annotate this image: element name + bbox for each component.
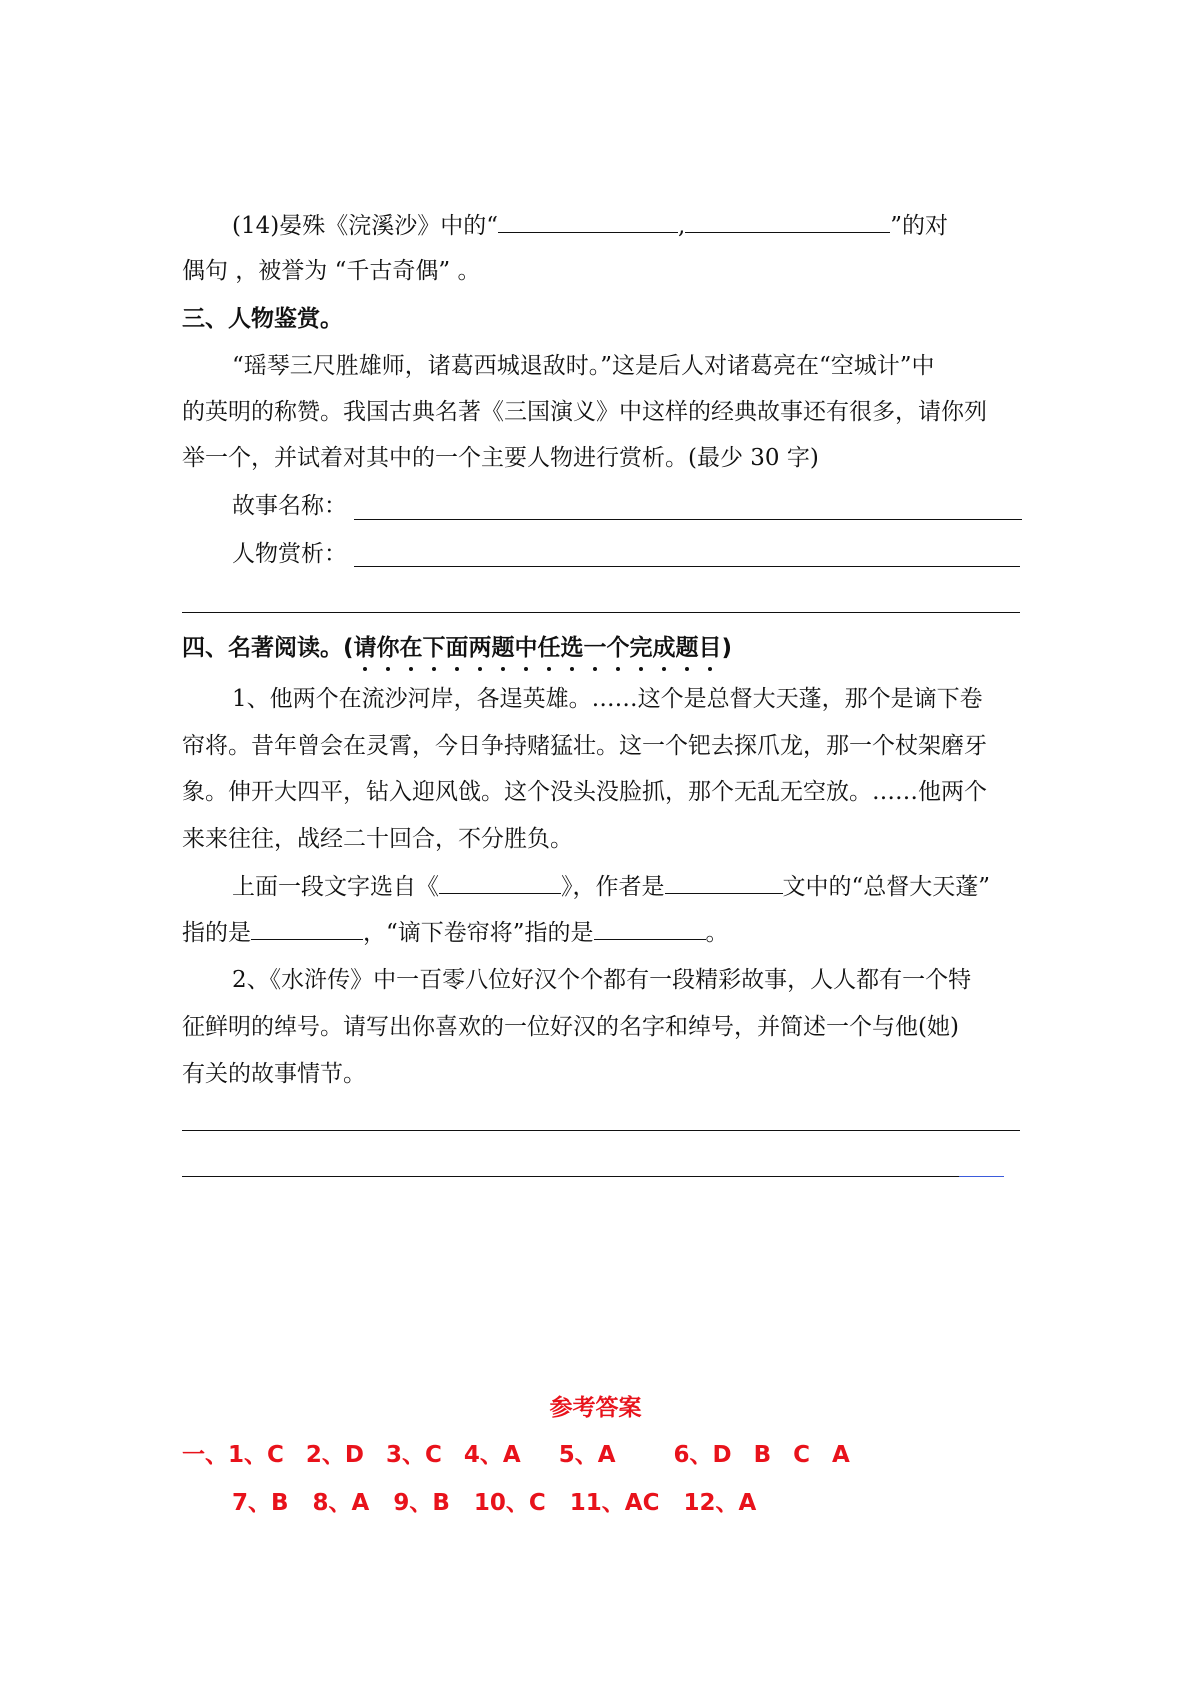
emphasis-char: 题 <box>492 632 515 664</box>
emphasis-char: 目 <box>699 632 722 664</box>
q1-fill-line1 <box>232 871 1072 903</box>
q2-line1: 2、《水浒传》中一百零八位好汉个个都有一段精彩故事，人人都有一个特 <box>232 967 972 993</box>
emphasis-char: 中 <box>515 632 538 664</box>
answer-item: 7、B <box>232 1490 289 1516</box>
answer-item: 8、A <box>312 1490 370 1516</box>
emphasis-char: 你 <box>377 632 400 664</box>
emphasis-char: 面 <box>446 632 469 664</box>
blue-link-underline[interactable] <box>959 1176 1004 1177</box>
q1-line1: 1、他两个在流沙河岸，各逞英雄。……这个是总督大天蓬，那个是谪下卷 <box>232 686 983 712</box>
emphasis-char: 任 <box>538 632 561 664</box>
answers-row-1 <box>182 1439 850 1471</box>
q1-line2: 帘将。昔年曾会在灵霄，今日争持赌猛壮。这一个钯去探爪龙，那一个杖架磨牙 <box>182 733 987 759</box>
q1-line3: 象。伸开大四平，钻入迎风戗。这个没头没脸抓，那个无乱无空放。……他两个 <box>182 779 987 805</box>
q1-fill-tianpeng-label: 文中的“总督大天蓬” <box>782 874 991 900</box>
emphasis-char: 题 <box>676 632 699 664</box>
answer-item: 2、D <box>305 1442 364 1468</box>
emphasis-char: 下 <box>423 632 446 664</box>
answer-item: B <box>753 1442 772 1468</box>
emphasis-char: 在 <box>400 632 423 664</box>
q1-fill-refers-label: 指的是 <box>182 920 251 946</box>
q14-prefix: (14)晏殊《浣溪沙》中的“ <box>232 213 498 239</box>
answer-item: 9、B <box>393 1490 450 1516</box>
character-analysis-answer-line-2[interactable] <box>182 612 1020 613</box>
character-analysis-answer-line[interactable] <box>354 566 1020 567</box>
emphasis-char: 成 <box>653 632 676 664</box>
q14-blank-2[interactable] <box>685 210 890 233</box>
section3-para-line1: “瑶琴三尺胜雄师，诸葛西城退敌时。”这是后人对诸葛亮在“空城计”中 <box>232 353 935 379</box>
section3-para-line3: 举一个，并试着对其中的一个主要人物进行赏析。(最少 30 字) <box>182 445 819 471</box>
q1-juanlian-blank[interactable] <box>594 917 706 940</box>
emphasis-char: 请 <box>354 632 377 664</box>
q14-comma: , <box>677 213 686 239</box>
answer-item: 10、C <box>473 1490 546 1516</box>
q2-answer-line-2[interactable] <box>182 1176 959 1177</box>
story-name-label: 故事名称： <box>232 493 347 519</box>
q2-line3: 有关的故事情节。 <box>182 1061 366 1087</box>
q2-line2: 征鲜明的绰号。请写出你喜欢的一位好汉的名字和绰号，并简述一个与他(她) <box>182 1014 959 1040</box>
q1-fill-author-label: 》，作者是 <box>561 874 665 900</box>
answer-item: A <box>832 1442 850 1468</box>
q1-book-blank[interactable] <box>439 871 561 894</box>
answer-item: 12、A <box>683 1490 757 1516</box>
answers-row-2 <box>232 1487 756 1519</box>
answer-item: 6、D <box>673 1442 732 1468</box>
answer-item: 11、AC <box>569 1490 660 1516</box>
section4-heading-emphasis <box>354 635 722 661</box>
emphasis-char: 选 <box>561 632 584 664</box>
q1-fill-juanlian-label: ，“谪下卷帘将”指的是 <box>363 920 594 946</box>
q1-fill-source-label: 上面一段文字选自《 <box>232 874 439 900</box>
character-analysis-label: 人物赏析： <box>232 541 347 567</box>
answer-item: 3、C <box>386 1442 442 1468</box>
q1-line4: 来来往往，战经二十回合，不分胜负。 <box>182 826 573 852</box>
q1-tianpeng-blank[interactable] <box>251 917 363 940</box>
answers-title: 参考答案 <box>549 1395 642 1421</box>
section4-heading-end: ) <box>721 635 733 661</box>
emphasis-char: 个 <box>607 632 630 664</box>
emphasis-char: 一 <box>584 632 607 664</box>
emphasis-char: 完 <box>630 632 653 664</box>
q2-answer-line-1[interactable] <box>182 1130 1020 1131</box>
q14-blank-1[interactable] <box>498 210 678 233</box>
story-name-answer-line[interactable] <box>354 519 1022 520</box>
answer-item: 5、A <box>558 1442 616 1468</box>
q1-fill-end: 。 <box>705 920 729 946</box>
emphasis-char: 两 <box>469 632 492 664</box>
answer-item: C <box>793 1442 811 1468</box>
section4-heading <box>182 632 1022 664</box>
q14-line1 <box>232 210 1072 242</box>
answer-item: 一、1、C <box>182 1442 284 1468</box>
section3-heading: 三、人物鉴赏。 <box>182 306 343 332</box>
q1-author-blank[interactable] <box>665 871 783 894</box>
q14-line2: 偶句 ，被誉为 “千古奇偶” 。 <box>182 258 481 284</box>
q1-fill-line2 <box>182 917 1022 949</box>
answer-item: 4、A <box>463 1442 521 1468</box>
section3-para-line2: 的英明的称赞。我国古典名著《三国演义》中这样的经典故事还有很多，请你列 <box>182 399 987 425</box>
section4-heading-main: 四、名著阅读。( <box>182 635 354 661</box>
q14-suffix: ”的对 <box>890 213 949 239</box>
